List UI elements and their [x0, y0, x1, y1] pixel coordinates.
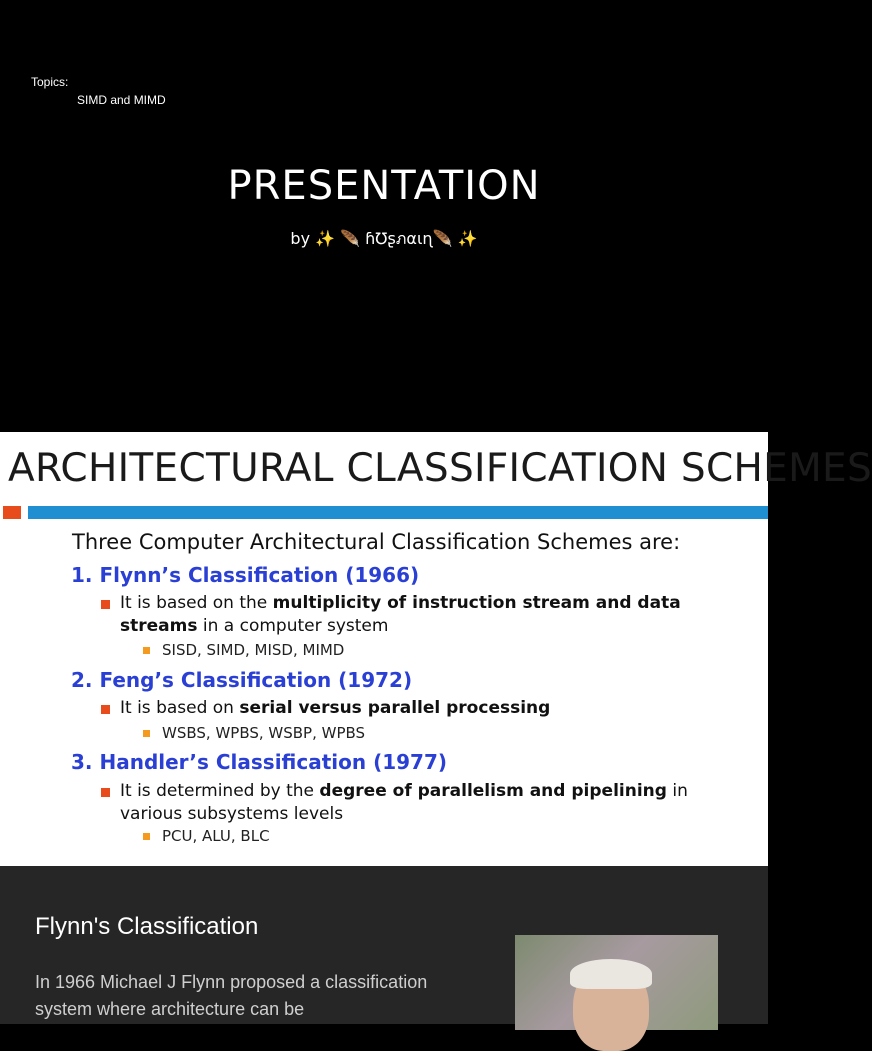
scheme-bullet-handler	[120, 780, 688, 826]
slide-title: PRESENTATION	[227, 163, 541, 209]
sub-bullet-icon	[143, 730, 150, 737]
intro-text: Three Computer Architectural Classification Schemes are:	[72, 530, 681, 554]
topics-label: Topics:	[31, 75, 69, 89]
scheme-title-feng: 2. Feng’s Classification (1972)	[71, 668, 413, 692]
flynn-slide	[0, 866, 768, 1024]
classification-slide	[0, 432, 872, 866]
slide-heading: Flynn's Classification	[35, 913, 259, 940]
bullet-icon	[101, 788, 110, 797]
scheme-subitems-flynn: SISD, SIMD, MISD, MIMD	[162, 641, 345, 659]
bullet-bold-text: serial versus parallel processing	[239, 698, 551, 718]
accent-bar-blue	[28, 506, 768, 519]
scheme-subitems-feng: WSBS, WPBS, WSBP, WPBS	[162, 724, 366, 742]
scheme-subitems-handler: PCU, ALU, BLC	[162, 827, 270, 845]
accent-bar-red	[3, 506, 21, 519]
slide-heading: ARCHITECTURAL CLASSIFICATION SCHEMES	[8, 446, 872, 491]
sub-bullet-icon	[143, 647, 150, 654]
bullet-icon	[101, 705, 110, 714]
bullet-bold-text: multiplicity of instruction stream and data	[272, 593, 681, 613]
bullet-bold-text: degree of parallelism and pipelining	[319, 781, 667, 801]
author-byline: by ✨ 🪶 ɦ℧ʂภαιɳ🪶 ✨	[290, 229, 478, 248]
portrait-photo	[515, 935, 718, 1030]
bullet-text: It is based on the	[120, 593, 273, 613]
scheme-bullet-flynn	[120, 592, 681, 638]
bullet-text: in a computer system	[197, 616, 389, 636]
bullet-icon	[101, 600, 110, 609]
portrait-hair	[570, 959, 652, 989]
bullet-bold-text: streams	[120, 616, 198, 636]
sub-bullet-icon	[143, 833, 150, 840]
bullet-text: It is based on	[120, 698, 240, 718]
scheme-title-handler: 3. Handler’s Classification (1977)	[71, 750, 448, 774]
slide-body-text: In 1966 Michael J Flynn proposed a classification system where architecture can be	[35, 972, 428, 1019]
scheme-bullet-feng	[120, 697, 550, 720]
bullet-text: in	[666, 781, 688, 801]
bullet-text: various subsystems levels	[120, 804, 344, 824]
topic-item: SIMD and MIMD	[77, 93, 166, 107]
scheme-title-flynn: 1. Flynn’s Classification (1966)	[71, 563, 420, 587]
bullet-text: It is determined by the	[120, 781, 320, 801]
title-slide	[0, 0, 768, 432]
